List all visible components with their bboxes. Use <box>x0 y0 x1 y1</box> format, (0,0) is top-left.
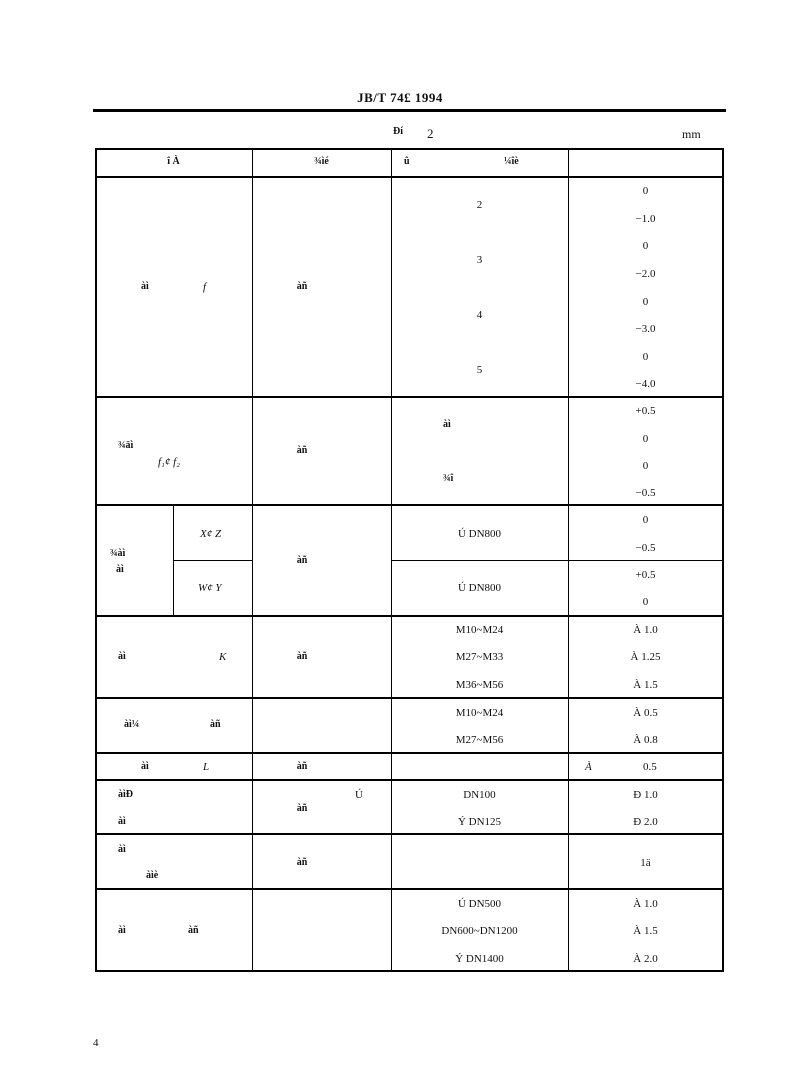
row5-item-label-2: àñ <box>210 719 221 730</box>
row3-type: àñ <box>296 555 308 566</box>
row1-tol: 0 <box>642 351 649 363</box>
row1-item-symbol: f <box>203 281 207 293</box>
row5-tol: À 0.5 <box>633 707 658 719</box>
header-rule <box>93 109 726 112</box>
header-type: ¾ìé <box>314 156 329 167</box>
page-number: 4 <box>93 1037 99 1049</box>
row7-tol: Ð 2.0 <box>633 816 658 828</box>
row6-item-symbol: L <box>203 761 210 773</box>
row1-tol: −4.0 <box>635 378 656 390</box>
row6-tol-prefix: À <box>585 761 592 773</box>
row1-item-label: àì <box>141 281 149 292</box>
row4-tol: À 1.25 <box>630 651 661 663</box>
row4-size: M36~M56 <box>455 679 504 691</box>
row1-size-4: 4 <box>476 309 483 321</box>
row8-tol: 1ä <box>640 857 651 869</box>
row1-type: àñ <box>296 281 308 292</box>
row1-tol: −2.0 <box>635 268 656 280</box>
row8-item-label: àì <box>118 844 126 855</box>
row4-tol: À 1.0 <box>633 624 658 636</box>
row8-item-label-2: àìè <box>146 870 159 881</box>
row2-tol: −0.5 <box>635 487 656 499</box>
row1-size-2: 2 <box>476 199 483 211</box>
row3-size: Ú DN800 <box>457 528 502 540</box>
row3-tol: 0 <box>642 514 649 526</box>
row7-type: àñ <box>296 803 308 814</box>
row2-item-symbol: f₁¢ f₂ <box>158 456 181 468</box>
row6-tol: 0.5 <box>643 761 657 773</box>
row4-item-symbol: K <box>219 651 227 663</box>
row1-size-3: 3 <box>476 254 483 266</box>
row1-tol: −3.0 <box>635 323 656 335</box>
unit-label: mm <box>682 127 701 141</box>
row7-type-mark: Ú <box>355 789 363 801</box>
row5-size: M10~M24 <box>455 707 504 719</box>
row6-type: àñ <box>296 761 308 772</box>
row2-tol: +0.5 <box>635 405 656 417</box>
row2-size: àì <box>443 419 451 430</box>
row4-tol: À 1.5 <box>633 679 658 691</box>
row3-tol: +0.5 <box>635 569 656 581</box>
row7-item-label-2: àì <box>118 816 126 827</box>
row3-tol: 0 <box>642 596 649 608</box>
row3-size: Ú DN800 <box>457 582 502 594</box>
row3-sub-xz: X¢ Z <box>200 528 222 540</box>
header-size: û <box>404 156 410 167</box>
row9-item-label-2: àñ <box>188 925 199 936</box>
row5-item-label: àì¼ <box>124 719 140 730</box>
row1-tol: 0 <box>642 240 649 252</box>
row1-tol: −1.0 <box>635 213 656 225</box>
row9-size: DN600~DN1200 <box>441 925 518 937</box>
row5-size: M27~M56 <box>455 734 504 746</box>
row1-tol: 0 <box>642 296 649 308</box>
row9-tol: À 1.5 <box>633 925 658 937</box>
row2-tol: 0 <box>642 460 649 472</box>
row2-size: ¾î <box>443 473 454 484</box>
header-tolerance: ¼îè <box>504 156 519 167</box>
standard-number: JB/T 74£ 1994 <box>357 90 443 105</box>
row2-item-label: ¾äì <box>118 440 134 451</box>
row1-size-5: 5 <box>476 364 483 376</box>
row4-size: M10~M24 <box>455 624 504 636</box>
row2-type: àñ <box>296 445 308 456</box>
row2-tol: 0 <box>642 433 649 445</box>
row9-tol: À 2.0 <box>633 953 658 965</box>
row4-item-label: àì <box>118 651 126 662</box>
row3-sub-wy: W¢ Y <box>198 582 222 594</box>
row4-type: àñ <box>296 651 308 662</box>
table-caption-number: 2 <box>427 126 434 141</box>
row7-tol: Ð 1.0 <box>633 789 658 801</box>
row7-size: Ý DN125 <box>457 816 502 828</box>
header-item: î À <box>167 156 180 167</box>
row3-tol: −0.5 <box>635 542 656 554</box>
row9-size: Ý DN1400 <box>455 953 504 965</box>
row8-type: àñ <box>296 857 308 868</box>
row9-tol: À 1.0 <box>633 898 658 910</box>
row7-size: DN100 <box>463 789 496 801</box>
row4-size: M27~M33 <box>455 651 504 663</box>
row5-tol: À 0.8 <box>633 734 658 746</box>
table-caption-label: Ðí <box>393 126 403 137</box>
row3-item-label-2: àì <box>116 564 124 575</box>
row7-item-label: àìÐ <box>118 789 133 800</box>
row6-item-label: àì <box>141 761 149 772</box>
row9-item-label: àì <box>118 925 126 936</box>
row1-tol: 0 <box>642 185 649 197</box>
row3-item-label: ¾àì <box>110 548 126 559</box>
row9-size: Ú DN500 <box>457 898 502 910</box>
